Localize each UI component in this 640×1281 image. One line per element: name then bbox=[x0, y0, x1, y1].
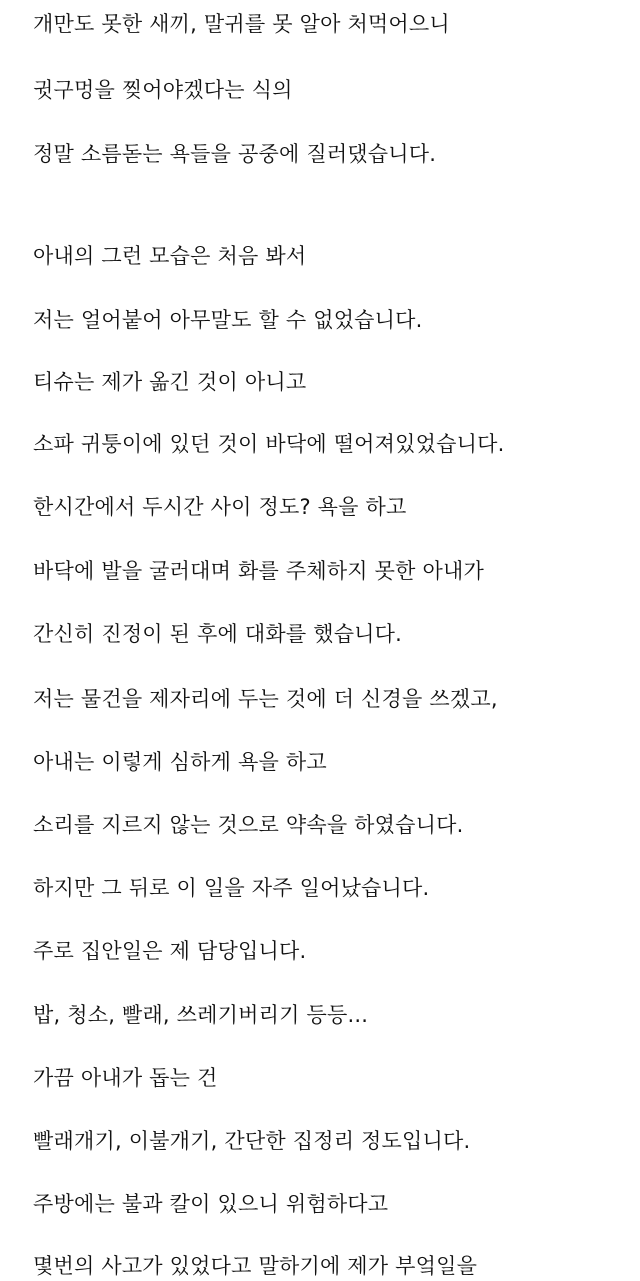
text-line: 가끔 아내가 돕는 건 bbox=[33, 1066, 218, 1090]
text-line: 간신히 진정이 된 후에 대화를 했습니다. bbox=[33, 622, 403, 646]
text-line: 주로 집안일은 제 담당입니다. bbox=[33, 939, 307, 963]
text-line: 아내는 이렇게 심하게 욕을 하고 bbox=[33, 750, 327, 774]
text-line: 바닥에 발을 굴러대며 화를 주체하지 못한 아내가 bbox=[33, 559, 484, 583]
text-line: 정말 소름돋는 욕들을 공중에 질러댔습니다. bbox=[33, 142, 437, 166]
text-line: 티슈는 제가 옮긴 것이 아니고 bbox=[33, 370, 307, 394]
text-line: 빨래개기, 이불개기, 간단한 집정리 정도입니다. bbox=[33, 1129, 471, 1153]
text-line: 귓구멍을 찢어야겠다는 식의 bbox=[33, 78, 293, 102]
text-line: 몇번의 사고가 있었다고 말하기에 제가 부엌일을 bbox=[33, 1254, 478, 1278]
text-line: 저는 물건을 제자리에 두는 것에 더 신경을 쓰겠고, bbox=[33, 687, 498, 711]
text-line: 소리를 지르지 않는 것으로 약속을 하였습니다. bbox=[33, 813, 464, 837]
text-line: 주방에는 불과 칼이 있으니 위험하다고 bbox=[33, 1192, 389, 1216]
document-body bbox=[33, 0, 633, 1280]
text-line: 소파 귀퉁이에 있던 것이 바닥에 떨어져있었습니다. bbox=[33, 432, 505, 456]
text-line: 한시간에서 두시간 사이 정도? 욕을 하고 bbox=[33, 495, 407, 519]
text-line: 저는 얼어붙어 아무말도 할 수 없었습니다. bbox=[33, 308, 423, 332]
text-line: 개만도 못한 새끼, 말귀를 못 알아 처먹어으니 bbox=[33, 12, 450, 36]
text-line: 아내의 그런 모습은 처음 봐서 bbox=[33, 244, 307, 268]
text-line: 하지만 그 뒤로 이 일을 자주 일어났습니다. bbox=[33, 876, 430, 900]
text-line: 밥, 청소, 빨래, 쓰레기버리기 등등... bbox=[33, 1003, 369, 1027]
